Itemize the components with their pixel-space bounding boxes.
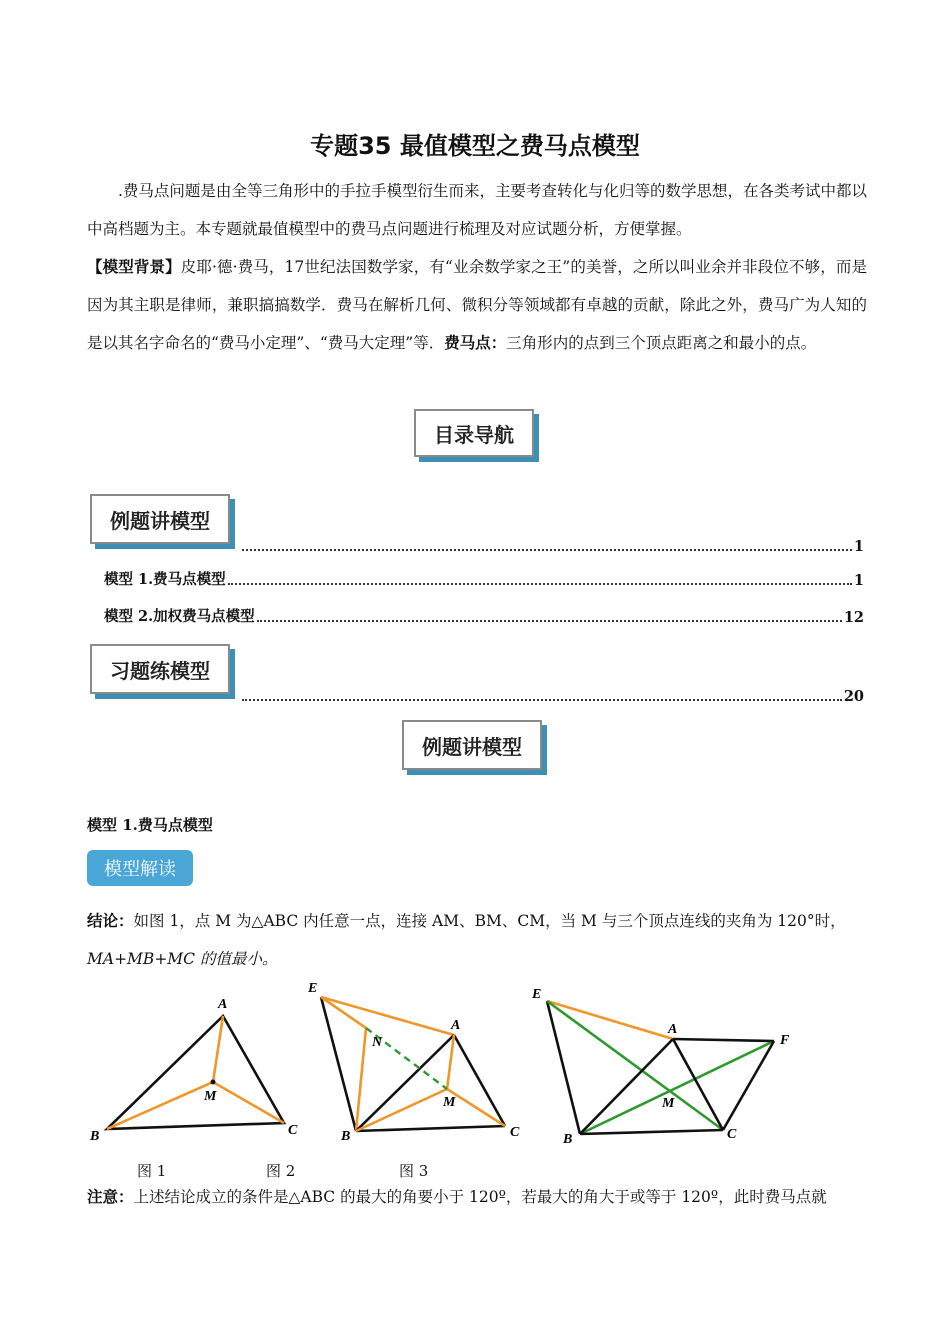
toc-section2-label: 习题练模型 [110,658,210,683]
fig2-segment-ac [454,1035,505,1126]
background-paragraph [87,248,867,362]
toc-label: 模型 2.加权费马点模型 [104,608,255,625]
fig1-label-b: B [90,1129,100,1144]
toc-page: 1 [853,538,864,555]
figure-caption-1: 图 1 [137,1162,167,1180]
note-text: 上述结论成立的条件是△ABC 的最大的角要小于 120º，若最大的角大于或等于 120º，此时费马点就 [133,1188,827,1206]
nav-title: 目录导航 [434,422,514,447]
section-title: 例题讲模型 [422,734,522,759]
fig2-label-b: B [341,1129,351,1144]
fig3-label-f: F [780,1033,790,1048]
fig1-point-m [211,1080,216,1085]
toc-row-section1[interactable] [240,538,864,555]
toc-section2-box[interactable] [90,644,230,694]
fig2-label-e: E [308,981,318,996]
fig1-segment-mb [107,1082,213,1129]
fig2-label-m: M [443,1095,456,1110]
toc-section1-box[interactable] [90,494,230,544]
fig3-label-b: B [563,1132,573,1147]
figure-caption-3: 图 3 [399,1162,429,1180]
toc-label: 模型 1.费马点模型 [104,571,226,588]
fig2-label-a: A [451,1018,461,1033]
page-title: 专题35 最值模型之费马点模型 [310,132,640,160]
figure-1 [89,997,298,1144]
fig2-segment-mc [447,1089,505,1126]
fig1-label-c: C [288,1123,298,1138]
toc-section1-label: 例题讲模型 [110,508,210,533]
toc-row-section2[interactable] [240,688,864,705]
fermat-label: 费马点： [444,333,507,352]
conclusion-text-2: MA+MB+MC 的值最小。 [87,950,278,968]
fig3-label-c: C [727,1127,737,1142]
fig2-segment-bc [356,1126,505,1131]
nav-title-box [414,409,534,457]
fig2-label-n: N [372,1035,383,1050]
toc-page: 1 [853,572,864,589]
fig3-label-e: E [532,987,542,1002]
model-heading: 模型 1.费马点模型 [87,816,213,834]
fig1-triangle [107,1016,284,1129]
fig2-label-c: C [510,1125,520,1140]
fig3-segment-bc [580,1130,723,1134]
fig2-segment-ea [321,997,454,1035]
figure-2 [307,981,520,1144]
toc-dots [228,582,852,585]
figure-3 [531,987,790,1147]
fig2-segment-nb [356,1028,366,1131]
fig2-segment-mb [356,1089,447,1131]
model-reading-badge [87,850,193,886]
fermat-text: 三角形内的点到三个顶点距离之和最小的点。 [506,334,817,352]
fig3-segment-af [673,1039,774,1041]
background-text: 皮耶·德·费马，17世纪法国数学家，有“业余数学家之王”的美誉，之所以叫业余并非段位不够，而是因为其主职是律师，兼职搞搞数学．费马在解析几何、微积分等领域都有卓越的贡献，除此之外，费马广为人知的是以其名字命名的“费马小定理”、“费马大定理”等． [87,258,867,352]
fig3-segment-ea [547,1001,673,1039]
fig2-segment-ab [356,1035,454,1131]
fig2-segment-am [447,1035,454,1089]
toc-row-model2[interactable] [104,605,864,626]
conclusion-label: 结论： [87,911,134,930]
intro-text: .费马点问题是由全等三角形中的手拉手模型衍生而来，主要考查转化与化归等的数学思想，在各类考试中都以中高档题为主。本专题就最值模型中的费马点问题进行梳理及对应试题分析，方便掌握。 [87,182,867,238]
fig1-label-m: M [204,1089,217,1104]
badge-label: 模型解读 [104,859,176,880]
toc-dots [257,619,842,622]
toc-page: 20 [843,688,864,705]
conclusion-text-1: 如图 1，点 M 为△ABC 内任意一点，连接 AM、BM、CM，当 M 与三个顶点连线的夹角为 120°时， [133,912,846,930]
note-paragraph [87,1178,867,1216]
fig3-segment-bf [580,1041,774,1134]
toc-dots [242,698,842,701]
fig1-label-a: A [218,997,228,1012]
toc-page: 12 [843,609,864,626]
background-label: 【模型背景】 [87,257,181,276]
conclusion-paragraph [87,902,867,978]
fig3-segment-ab [580,1039,673,1134]
intro-paragraph [87,172,867,248]
figures-diagram [80,978,890,1158]
fig3-label-m: M [662,1096,675,1111]
section-title-box [402,720,542,770]
fig3-label-a: A [668,1022,678,1037]
figure-caption-2: 图 2 [266,1162,296,1180]
toc-row-model1[interactable] [104,568,864,589]
toc-dots [242,548,852,551]
note-label: 注意： [87,1187,134,1206]
